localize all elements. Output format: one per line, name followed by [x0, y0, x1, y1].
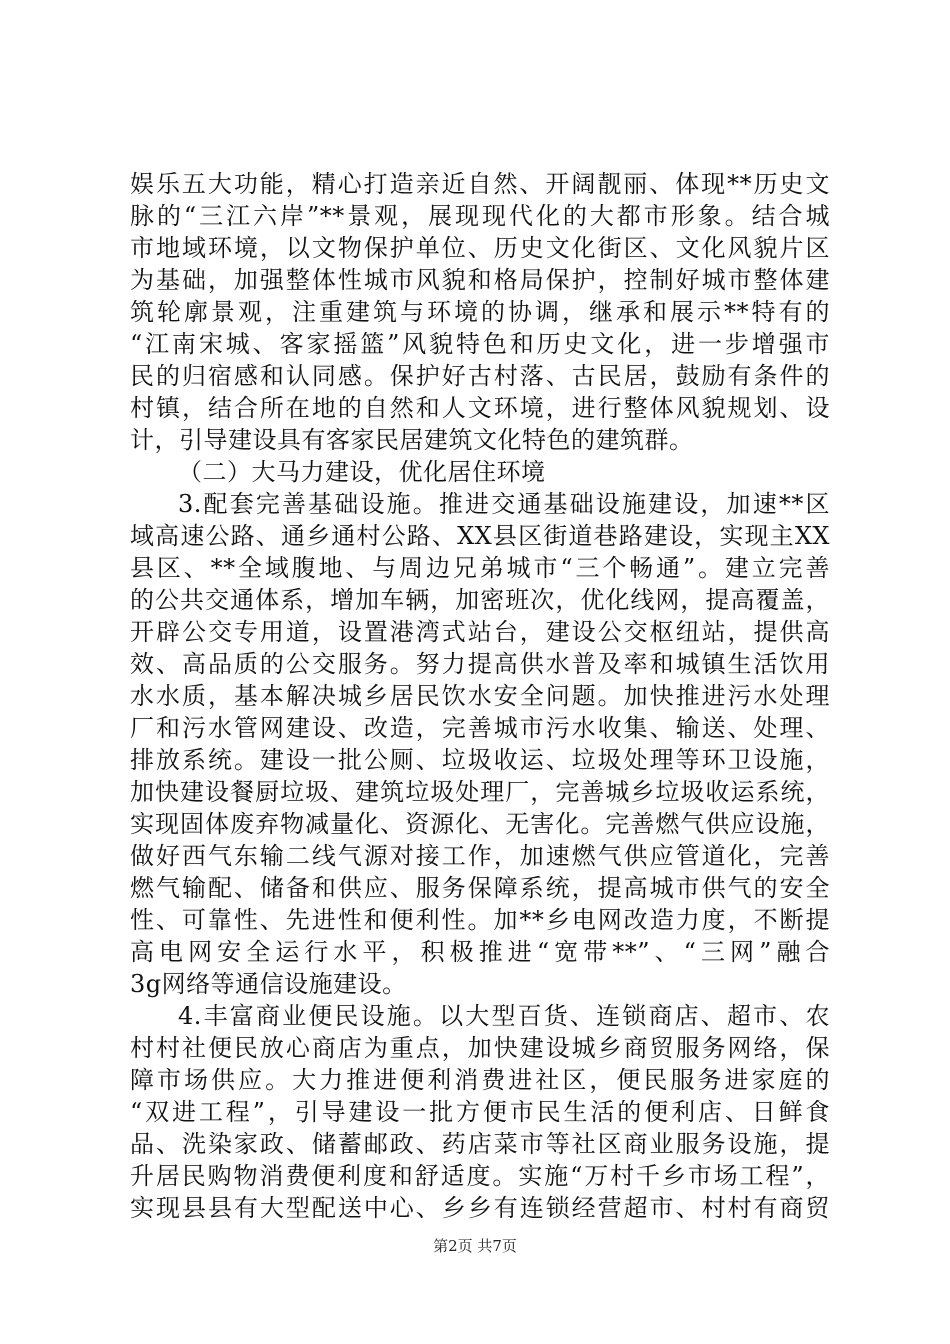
text-line: 实现固体废弃物减量化、资源化、无害化。完善燃气供应设施， — [130, 810, 830, 838]
text-line: 的公共交通体系，增加车辆，加密班次，优化线网，提高覆盖， — [130, 586, 830, 614]
page-footer: 第2页 共7页 — [433, 1237, 517, 1255]
text-line: 筑轮廓景观，注重建筑与环境的协调，继承和展示**特有的 — [130, 298, 830, 326]
text-line: “江南宋城、客家摇篮”风貌特色和历史文化，进一步增强市 — [130, 330, 830, 358]
text-line: 厂和污水管网建设、改造，完善城市污水收集、输送、处理、 — [130, 714, 830, 742]
body-text — [130, 168, 830, 1224]
text-line: 民的归宿感和认同感。保护好古村落、古民居，鼓励有条件的 — [130, 362, 830, 390]
text-line: 娱乐五大功能，精心打造亲近自然、开阔靓丽、体现**历史文 — [130, 170, 830, 198]
section-heading: （二）大马力建设，优化居住环境 — [178, 458, 546, 486]
text-line: 高电网安全运行水平，积极推进“宽带**”、“三网”融合 — [130, 938, 830, 966]
text-line: 计，引导建设具有客家民居建筑文化特色的建筑群。 — [130, 426, 694, 454]
text-line: 加快建设餐厨垃圾、建筑垃圾处理厂，完善城乡垃圾收运系统， — [130, 778, 830, 806]
text-line: 市地域环境，以文物保护单位、历史文化街区、文化风貌片区 — [130, 234, 830, 262]
text-line: 性、可靠性、先进性和便利性。加**乡电网改造力度，不断提 — [130, 906, 830, 934]
text-line: 村镇，结合所在地的自然和人文环境，进行整体风貌规划、设 — [130, 394, 830, 422]
text-line: 做好西气东输二线气源对接工作，加速燃气供应管道化，完善 — [130, 842, 830, 870]
text-line: 3.配套完善基础设施。推进交通基础设施建设，加速**区 — [178, 490, 830, 518]
text-line: 升居民购物消费便利度和舒适度。实施“万村千乡市场工程”， — [130, 1162, 830, 1190]
text-line: 县区、**全域腹地、与周边兄弟城市“三个畅通”。建立完善 — [130, 554, 830, 582]
text-line: “双进工程”，引导建设一批方便市民生活的便利店、日鲜食 — [130, 1098, 830, 1126]
text-line: 实现县县有大型配送中心、乡乡有连锁经营超市、村村有商贸 — [130, 1194, 830, 1222]
text-line: 村村社便民放心商店为重点，加快建设城乡商贸服务网络，保 — [130, 1034, 830, 1062]
text-line: 4.丰富商业便民设施。以大型百货、连锁商店、超市、农 — [178, 1002, 830, 1030]
text-line: 品、洗染家政、储蓄邮政、药店菜市等社区商业服务设施，提 — [130, 1130, 830, 1158]
text-line: 燃气输配、储备和供应、服务保障系统，提高城市供气的安全 — [130, 874, 830, 902]
text-line: 3g网络等通信设施建设。 — [130, 970, 407, 998]
text-line: 水水质，基本解决城乡居民饮水安全问题。加快推进污水处理 — [130, 682, 830, 710]
text-line: 效、高品质的公交服务。努力提高供水普及率和城镇生活饮用 — [130, 650, 830, 678]
text-line: 开辟公交专用道，设置港湾式站台，建设公交枢纽站，提供高 — [130, 618, 830, 646]
text-line: 脉的“三江六岸”**景观，展现现代化的大都市形象。结合城 — [130, 202, 830, 230]
text-line: 障市场供应。大力推进便利消费进社区，便民服务进家庭的 — [130, 1066, 830, 1094]
text-line: 域高速公路、通乡通村公路、XX县区街道巷路建设，实现主XX — [130, 522, 830, 550]
text-line: 排放系统。建设一批公厕、垃圾收运、垃圾处理等环卫设施， — [130, 746, 830, 774]
text-line: 为基础，加强整体性城市风貌和格局保护，控制好城市整体建 — [130, 266, 830, 294]
